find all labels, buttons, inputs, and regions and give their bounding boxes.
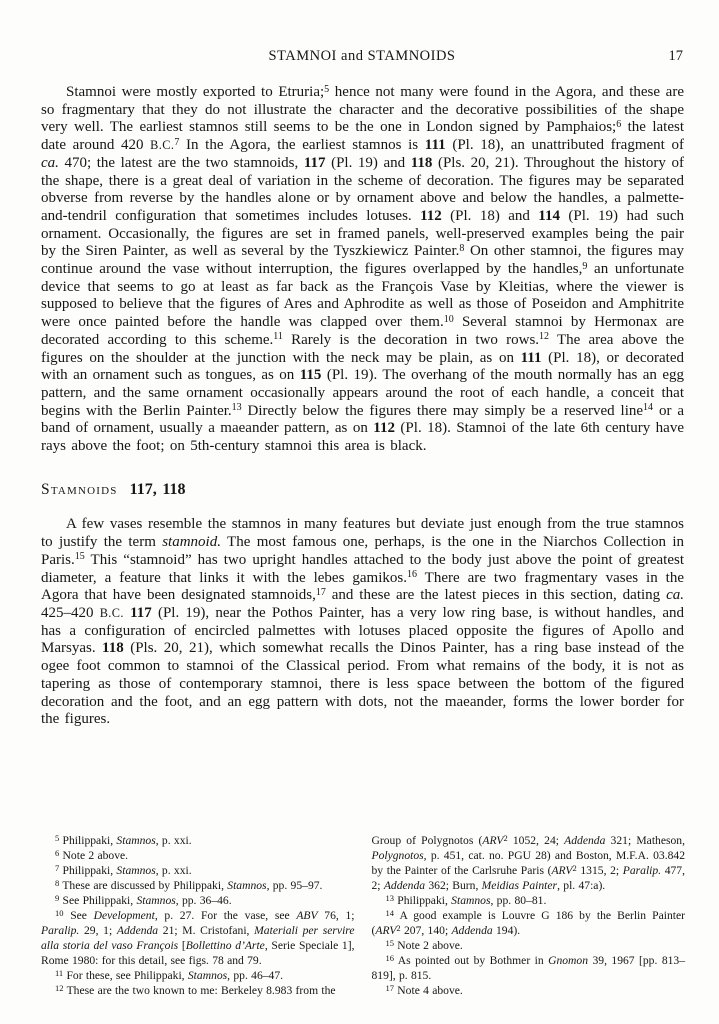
running-header-title: STAMNOI and STAMNOIDS bbox=[268, 48, 456, 64]
footnote-17: $^{17}$ Note 4 above. bbox=[385, 982, 463, 997]
footnote-12: $^{12}$ These are the two known to me: Berkeley 8.983 from the bbox=[55, 982, 336, 997]
footnote-13: $^{13}$ Philippaki, Stamnos, pp. 80–81. bbox=[385, 892, 547, 907]
footnote-9: $^9$ See Philippaki, Stamnos, pp. 36–46. bbox=[55, 892, 232, 907]
footnotes-right-column bbox=[372, 833, 686, 998]
page-number: 17 bbox=[668, 48, 683, 64]
footnotes-section bbox=[41, 833, 685, 998]
footnote-10: $^{10}$ See Development, p. 27. For the vase, see ABV 76, 1; Paralip. 29, 1; Addenda 21; M. Cristofani, Materiali per servire alla storia del vaso François [Bollettino d’Arte, Serie Speciale 1], Rome 1980: for this detail, see figs. 78 and 79. bbox=[41, 907, 355, 967]
footnote-14: $^{14}$ A good example is Louvre G 186 by the Berlin Painter (ARV$^2$ 207, 140; Addenda 194). bbox=[371, 907, 685, 937]
footnotes-left-column bbox=[41, 833, 355, 998]
footnote-11: $^{11}$ For these, see Philippaki, Stamnos, pp. 46–47. bbox=[55, 967, 284, 982]
footnote-8: $^8$ These are discussed by Philippaki, Stamnos, pp. 95–97. bbox=[55, 877, 323, 892]
footnote-16: $^{16}$ As pointed out by Bothmer in Gnomon 39, 1967 [pp. 813–819], p. 815. bbox=[371, 952, 686, 982]
section-heading-stamnoids: Stamnoids 117, 118 bbox=[41, 480, 186, 498]
main-text-block bbox=[41, 84, 684, 729]
footnote-6: $^6$ Note 2 above. bbox=[55, 847, 129, 862]
running-header bbox=[41, 48, 683, 66]
footnote-7: $^7$ Philippaki, Stamnos, p. xxi. bbox=[55, 862, 192, 877]
footnote-12-continuation: Group of Polygnotos (ARV$^2$ 1052, 24; Addenda 321; Matheson, Polygnotos, p. 451, cat. no. PGU 28) and Boston, M.F.A. 03.842 by the Painter of the Carlsruhe Paris (ARV$^2$ 1315, 2; Paralip. 477, 2; Addenda 362; Burn, Meidias Painter, pl. 47:a). bbox=[371, 832, 685, 892]
footnote-5: $^5$ Philippaki, Stamnos, p. xxi. bbox=[55, 832, 192, 847]
paragraph-stamnoi-intro: Stamnoi were mostly exported to Etruria;$^5$ hence not many were found in the Agora, and these are so fragmentary that they do not illustrate the character and the decorative possibilities of the shape very well. The earliest stamnos still seems to be the one in London signed by Pamphaios;$^6$ the latest date around 420 B.C.$^7$ In the Agora, the earliest stamnos is 111 (Pl. 18), an unattributed fragment of ca. 470; the latest are the two stamnoids, 117 (Pl. 19) and 118 (Pls. 20, 21). Throughout the history of the shape, there is a great deal of variation in the scheme of decoration. The figures may be separated obverse from reverse by the handles alone or by ornament above and below the handles, a palmette-and-tendril configuration that sometimes includes lotuses. 112 (Pl. 18) and 114 (Pl. 19) had such ornament. Occasionally, the figures are set in framed panels, well-preserved examples being the pair by the Siren Painter, as well as several by the Tyszkiewicz Painter.$^8$ On other stamnoi, the figures may continue around the vase without interruption, the figures overlapped by the handles,$^9$ an unfortunate device that seems to go at least as far back as the François Vase by Kleitias, where the viewer is supposed to believe that the figures of Ares and Aphrodite as well as those of Poseidon and Amphitrite were once painted before the handle was clapped over them.$^{10}$ Several stamnoi by Hermonax are decorated according to this scheme.$^{11}$ Rarely is the decoration in two rows.$^{12}$ The area above the figures on the shoulder at the junction with the neck may be plain, as on 111 (Pl. 18), or decorated with an ornament such as tongues, as on 115 (Pl. 19). The overhang of the mouth normally has an egg pattern, and the same ornament occasionally appears around the root of each handle, a conceit that begins with the Berlin Painter.$^{13}$ Directly below the figures there may simply be a reserved line$^{14}$ or a band of ornament, usually a maeander pattern, as on 112 (Pl. 18). Stamnoi of the late 6th century have rays above the foot; on 5th-century stamnoi this area is black. bbox=[41, 83, 684, 455]
paragraph-stamnoids: A few vases resemble the stamnos in many features but deviate just enough from the true stamnos to justify the term stamnoid. The most famous one, perhaps, is the one in the Niarchos Collection in Paris.$^{15}$ This “stamnoid” has two upright handles attached to the body just above the point of greatest diameter, a feature that links it with the lebes gamikos.$^{16}$ There are two fragmentary vases in the Agora that have been designated stamnoids,$^{17}$ and these are the latest pieces in this section, dating ca. 425–420 B.C. 117 (Pl. 19), near the Pothos Painter, has a very low ring base, is without handles, and has a configuration of encircled palmettes with lotuses placed opposite the figures of Apollo and Marsyas. 118 (Pls. 20, 21), which somewhat recalls the Dinos Painter, has a ring base instead of the ogee foot common to stamnoi of the Classical period. From what remains of the body, it is not as tapering as those of contemporary stamnoi, there is less space between the bottom of the figured decoration and the foot, and an egg pattern with dots, not the maeander, forms the lower border for the figures. bbox=[41, 516, 684, 728]
footnote-15: $^{15}$ Note 2 above. bbox=[385, 937, 463, 952]
